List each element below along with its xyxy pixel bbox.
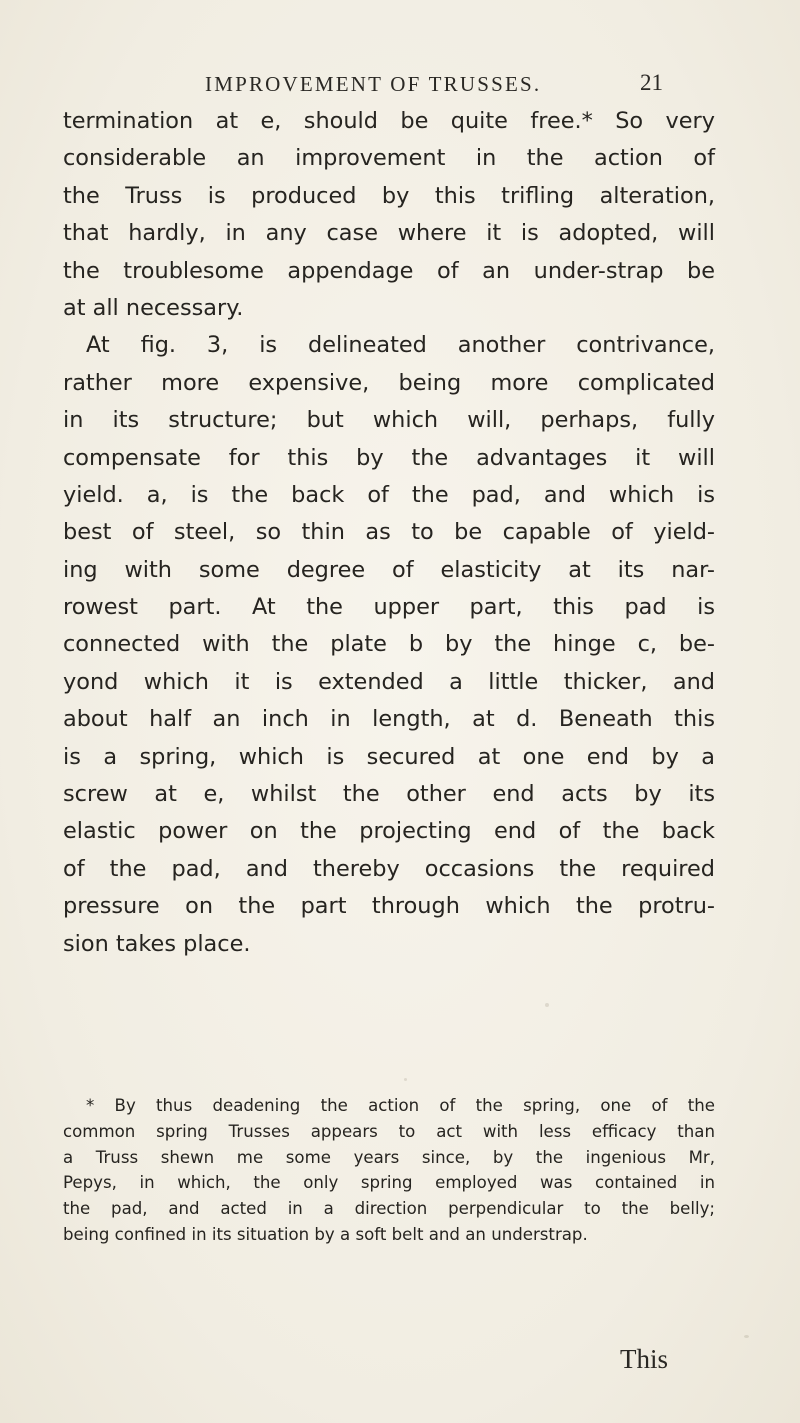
body-text: [63, 103, 715, 963]
footnote-line: the pad, and acted in a direction perpendicular to the belly;: [63, 1199, 715, 1219]
body-line: about half an inch in length, at d. Beneath this: [63, 706, 715, 733]
body-line: yond which it is extended a little thicker, and: [63, 668, 715, 695]
paper-blemish: [404, 1078, 407, 1081]
body-line: connected with the plate b by the hinge c, be-: [63, 631, 715, 658]
body-line: pressure on the part through which the protru-: [63, 893, 715, 920]
footnote-line: a Truss shewn me some years since, by the ingenious Mr,: [63, 1147, 715, 1167]
body-line: elastic power on the projecting end of the back: [63, 818, 715, 845]
footnote: [63, 1093, 715, 1248]
footnote-line: common spring Trusses appears to act with less efficacy than: [63, 1121, 715, 1141]
body-line: screw at e, whilst the other end acts by its: [63, 781, 715, 808]
footnote-line: being confined in its situation by a soft belt and an understrap.: [63, 1224, 588, 1244]
body-line: the Truss is produced by this trifling alteration,: [63, 182, 715, 209]
footnote-line: * By thus deadening the action of the spring, one of the: [86, 1096, 715, 1115]
body-line: that hardly, in any case where it is adopted, will: [63, 220, 715, 247]
body-line: the troublesome appendage of an under-strap be: [63, 257, 715, 284]
catchword: This: [620, 1344, 669, 1374]
body-line: in its structure; but which will, perhaps, fully: [63, 407, 715, 434]
body-line: ing with some degree of elasticity at its nar-: [63, 556, 715, 583]
body-line: rather more expensive, being more complicated: [63, 369, 715, 396]
page-number: 21: [640, 70, 663, 95]
body-line: termination at e, should be quite free.* So very: [63, 108, 715, 134]
body-line: considerable an improvement in the action of: [63, 145, 715, 172]
body-line: rowest part. At the upper part, this pad is: [63, 594, 715, 621]
body-line: at all necessary.: [63, 294, 244, 321]
body-line: best of steel, so thin as to be capable of yield-: [63, 519, 715, 546]
body-line: sion takes place.: [63, 930, 251, 957]
paper-blemish: [545, 1003, 549, 1007]
body-line: At fig. 3, is delineated another contrivance,: [86, 332, 715, 359]
body-line: yield. a, is the back of the pad, and which is: [63, 481, 715, 508]
body-line: is a spring, which is secured at one end by a: [63, 743, 715, 770]
footnote-line: Pepys, in which, the only spring employed was contained in: [63, 1173, 715, 1193]
page-header: [0, 62, 800, 102]
body-line: of the pad, and thereby occasions the required: [63, 855, 715, 882]
running-head: IMPROVEMENT OF TRUSSES.: [205, 72, 542, 96]
paper-blemish: [744, 1335, 749, 1338]
body-line: compensate for this by the advantages it will: [63, 444, 715, 471]
